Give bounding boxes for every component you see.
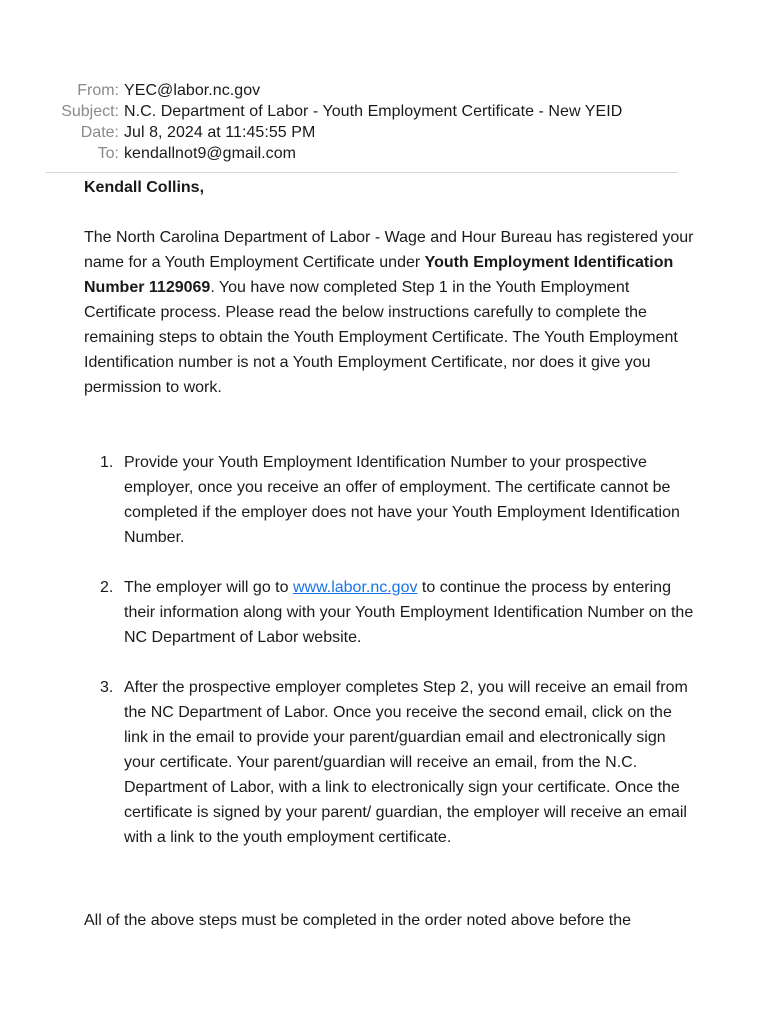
step-text-after: to continue the process by entering their information along with your Youth Employment Identification Number on the NC Department of Labor website.	[124, 579, 694, 646]
to-address[interactable]: kendallnot9@gmail.com	[124, 145, 297, 162]
yeid-number: Youth Employment Identification Number 1129069	[84, 254, 674, 296]
step-item-1	[84, 450, 694, 550]
date-text: Jul 8, 2024 at 11:45:55 PM	[124, 124, 316, 141]
step-text: After the prospective employer completes Step 2, you will receive an email from the NC Department of Labor. Once you receive the second email, click on the link in the email to provide your parent/guardian email and electronically sign your certificate. Your parent/guardian will receive an email, from the N.C. Department of Labor, with a link to electronically sign your certificate. Once the certificate is signed by your parent/ guardian, the employer will receive an email with a link to the youth employment certificate.	[124, 679, 688, 846]
to-label: To:	[97, 145, 119, 162]
closing-paragraph: All of the above steps must be completed in the order noted above before the	[84, 912, 632, 929]
header-divider	[46, 172, 678, 173]
intro-text-2: . You have now completed Step 1 in the Youth Employment Certificate process. Please read the below instructions carefully to complete the remaining steps to obtain the Youth Employment Certificate. The Youth Employment Identification number is not a Youth Employment Certificate, nor does it give you permission to work.	[84, 279, 678, 396]
from-row	[0, 80, 768, 101]
subject-label: Subject:	[61, 103, 119, 120]
step-item-3	[84, 675, 694, 850]
step-number: 1.	[100, 454, 114, 471]
intro-paragraph	[84, 225, 694, 400]
step-text: Provide your Youth Employment Identification Number to your prospective employer, once you receive an offer of employment. The certificate cannot be completed if the employer does not have your Youth Employment Identification Number.	[124, 454, 680, 546]
greeting: Kendall Collins,	[84, 179, 205, 196]
to-row	[0, 143, 768, 164]
from-address[interactable]: YEC@labor.nc.gov	[124, 82, 261, 99]
intro-text-1: The North Carolina Department of Labor - Wage and Hour Bureau has registered your name for a Youth Employment Certificate under	[84, 229, 694, 271]
subject-text: N.C. Department of Labor - Youth Employment Certificate - New YEID	[124, 103, 623, 120]
email-header	[0, 80, 768, 164]
email-body	[84, 175, 694, 933]
from-label: From:	[77, 82, 119, 99]
step-item-2	[84, 575, 694, 650]
date-label: Date:	[80, 124, 119, 141]
labor-website-link[interactable]: www.labor.nc.gov	[292, 579, 418, 596]
step-number: 3.	[100, 679, 114, 696]
step-text-before: The employer will go to	[124, 579, 293, 596]
steps-list	[84, 450, 694, 850]
subject-row	[0, 101, 768, 122]
step-number: 2.	[100, 579, 114, 596]
date-row	[0, 122, 768, 143]
